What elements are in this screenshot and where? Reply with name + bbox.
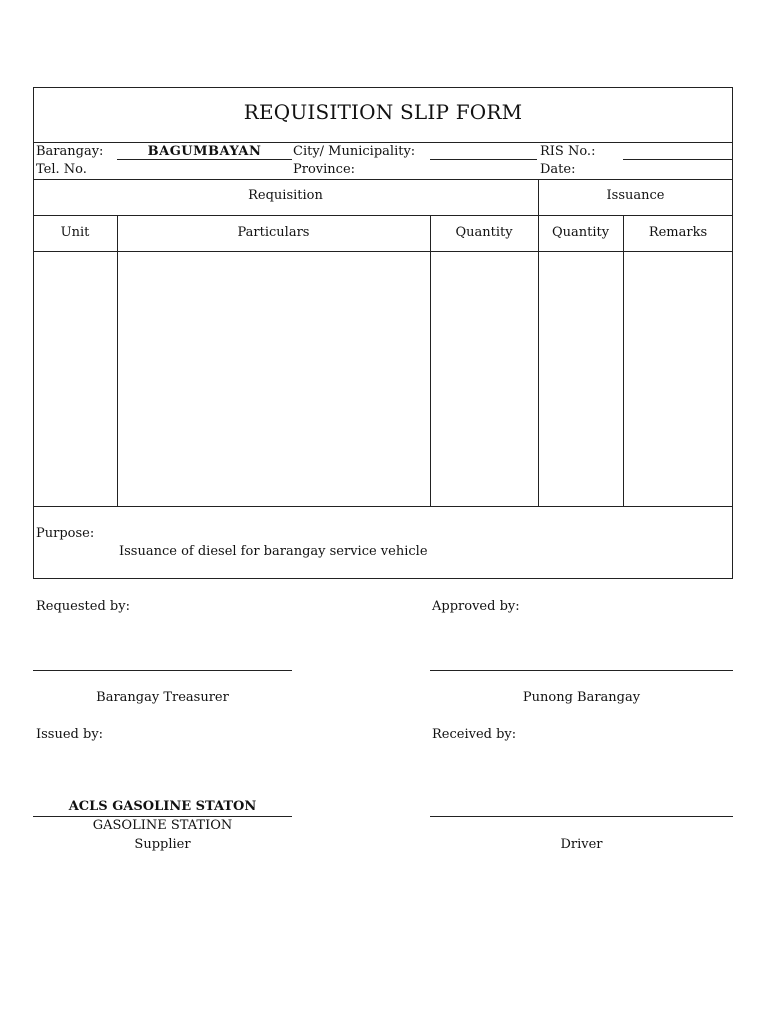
ris-underline [623,159,733,160]
received-by-signature-line [430,816,733,817]
received-by-title: Driver [560,837,603,852]
province-label: Province: [293,162,356,177]
form-title: REQUISITION SLIP FORM [243,100,523,124]
column-header-divider [33,251,733,252]
requested-by-signature-line [33,670,292,671]
column-header-remarks: Remarks [648,225,708,240]
title-divider [33,142,733,143]
city-underline [430,159,537,160]
purpose-text: Issuance of diesel for barangay service vehicle [119,544,428,559]
issuance-header: Issuance [606,188,665,203]
issued-by-title: Supplier [134,837,191,852]
particulars-column-divider [430,215,431,506]
requisition-header: Requisition [248,188,323,203]
column-header-unit: Unit [60,225,90,240]
issued-by-name: ACLS GASOLINE STATON [68,799,257,814]
tel-no-label: Tel. No. [36,162,87,177]
column-header-issued-quantity: Quantity [551,225,610,240]
approved-by-label: Approved by: [432,599,520,614]
column-header-requested-quantity: Quantity [455,225,513,240]
ris-no-label: RIS No.: [540,144,596,159]
unit-column-divider [117,215,118,506]
approved-by-title: Punong Barangay [522,690,641,705]
approved-by-signature-line [430,670,733,671]
issued-by-label: Issued by: [36,727,104,742]
city-municipality-label: City/ Municipality: [293,144,416,159]
barangay-label: Barangay: [36,144,104,159]
requested-by-label: Requested by: [36,599,130,614]
received-by-label: Received by: [432,727,517,742]
requested-by-title: Barangay Treasurer [96,690,229,705]
issued-by-organization: GASOLINE STATION [92,818,233,833]
body-bottom-divider [33,506,733,507]
barangay-value: BAGUMBAYAN [147,144,262,159]
issued-by-signature-line [33,816,292,817]
info-divider [33,179,733,180]
barangay-underline [117,159,292,160]
issued-quantity-column-divider [623,215,624,506]
date-label: Date: [540,162,576,177]
group-header-divider [33,215,733,216]
column-header-particulars: Particulars [237,225,310,240]
purpose-label: Purpose: [36,526,95,541]
